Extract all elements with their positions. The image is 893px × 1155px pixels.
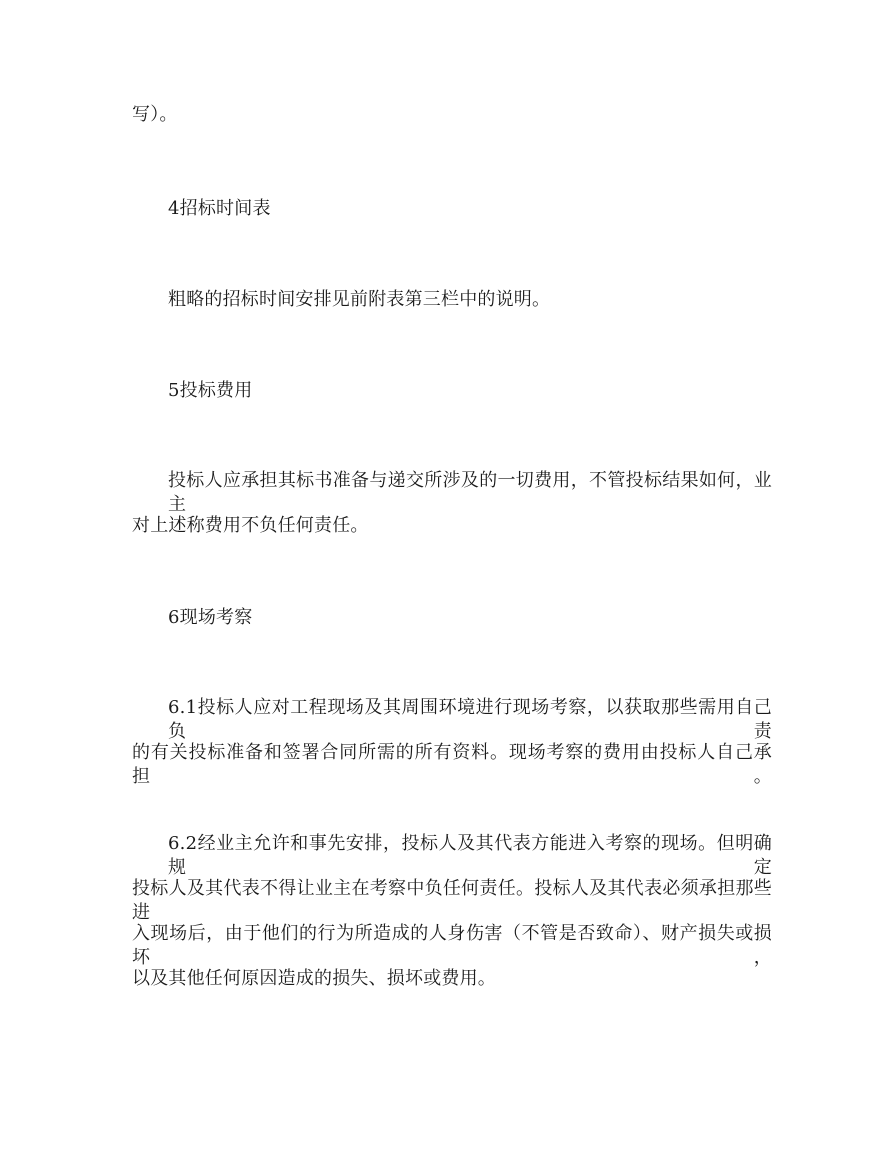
- paragraph-6-2-line-1: 6.2经业主允许和事先安排，投标人及其代表方能进入考察的现场。但明确规定: [168, 833, 772, 878]
- paragraph-6-2-line-4: 以及其他任何原因造成的损失、损坏或费用。: [132, 968, 496, 989]
- paragraph-6-2-line-2: 投标人及其代表不得让业主在考察中负任何责任。投标人及其代表必须承担那些进: [132, 878, 772, 923]
- paragraph-6-2-line-3: 入现场后，由于他们的行为所造成的人身伤害（不管是否致命）、财产损失或损坏，: [132, 923, 772, 968]
- paragraph-6-1-line-2: 的有关投标准备和签署合同所需的所有资料。现场考察的费用由投标人自己承担。: [132, 742, 772, 787]
- paragraph-5-line-2: 对上述称费用不负任何责任。: [132, 515, 369, 536]
- paragraph-6-1-line-1: 6.1投标人应对工程现场及其周围环境进行现场考察，以获取那些需用自己负责: [168, 697, 772, 742]
- section-heading-5: 5投标费用: [168, 380, 253, 401]
- section-heading-6: 6现场考察: [168, 607, 253, 628]
- section-heading-4: 4招标时间表: [168, 198, 271, 219]
- text-line-continuation: 写）。: [132, 104, 178, 125]
- paragraph-4-text: 粗略的招标时间安排见前附表第三栏中的说明。: [168, 289, 551, 310]
- paragraph-5-line-1: 投标人应承担其标书准备与递交所涉及的一切费用，不管投标结果如何，业主: [168, 470, 772, 515]
